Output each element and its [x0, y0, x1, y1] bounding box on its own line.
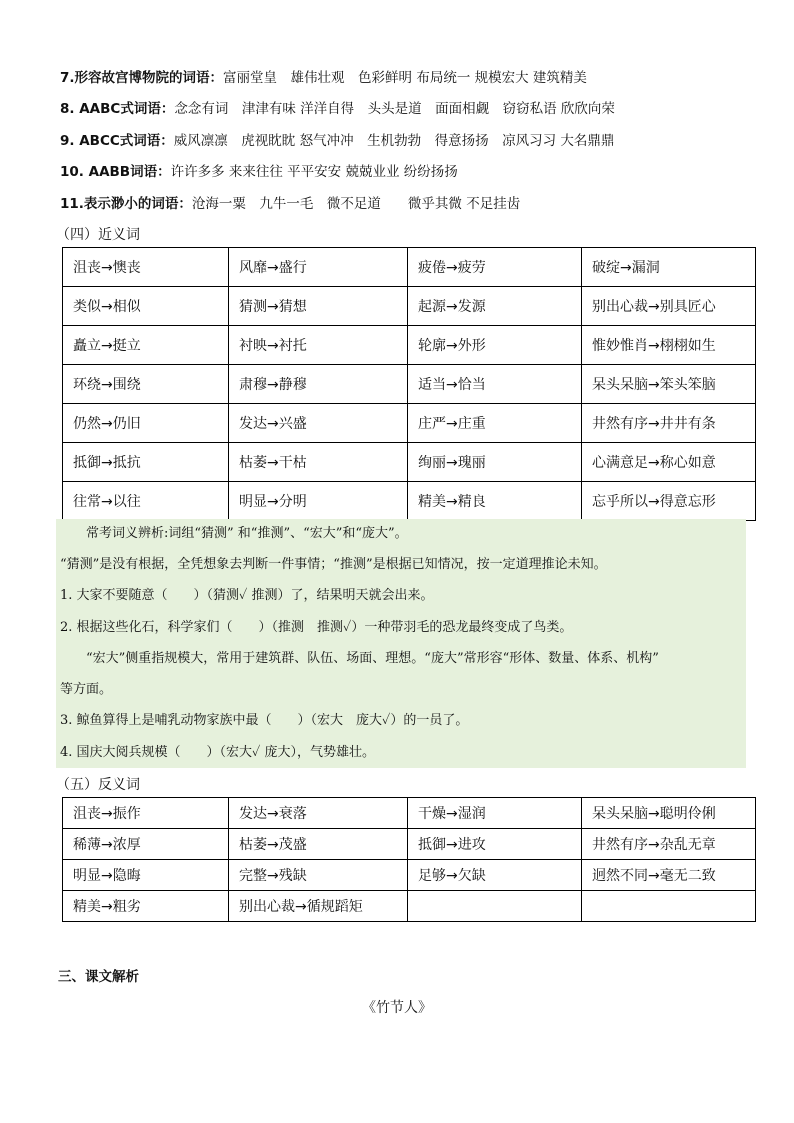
table-cell: 忘乎所以→得意忘形 [582, 482, 756, 521]
table-cell: 惟妙惟肖→栩栩如生 [582, 326, 756, 365]
table-row [63, 248, 756, 287]
note-question-2: 2. 根据这些化石，科学家们（ ）（推测 推测✓）一种带羽毛的恐龙最终变成了鸟类。 [60, 620, 573, 635]
table-row [63, 287, 756, 326]
word-line-words: 沧海一粟 九牛一毛 微不足道 微乎其微 不足挂齿 [191, 196, 521, 212]
table-cell: 井然有序→井井有条 [582, 404, 756, 443]
table-cell: 沮丧→振作 [63, 798, 229, 829]
table-cell: 庄严→庄重 [408, 404, 582, 443]
word-line-9 [60, 131, 614, 151]
table-cell [408, 891, 582, 922]
table-cell: 心满意足→称心如意 [582, 443, 756, 482]
table-cell: 呆头呆脑→笨头笨脑 [582, 365, 756, 404]
word-analysis-note [56, 519, 746, 768]
table-cell: 别出心裁→别具匠心 [582, 287, 756, 326]
table-cell: 枯萎→干枯 [229, 443, 408, 482]
word-line-label: 10. AABB词语： [60, 164, 171, 180]
table-cell: 猜测→猜想 [229, 287, 408, 326]
table-cell: 轮廓→外形 [408, 326, 582, 365]
table-cell: 足够→欠缺 [408, 860, 582, 891]
table-cell: 往常→以往 [63, 482, 229, 521]
word-line-7 [60, 68, 587, 88]
table-cell: 沮丧→懊丧 [63, 248, 229, 287]
section-heading-text-analysis: 三、课文解析 [58, 969, 139, 985]
table-cell: 明显→分明 [229, 482, 408, 521]
note-question-4: 4. 国庆大阅兵规模（ ）（宏大✓ 庞大），气势雄壮。 [60, 745, 376, 760]
table-cell: 衬映→衬托 [229, 326, 408, 365]
word-line-words: 许许多多 来来往往 平平安安 兢兢业业 纷纷扬扬 [170, 164, 458, 180]
word-line-11 [60, 194, 520, 214]
table-row [63, 482, 756, 521]
word-line-label: 11.表示渺小的词语： [60, 196, 192, 212]
word-line-words: 念念有词 津津有味 洋洋自得 头头是道 面面相觑 窃窃私语 欣欣向荣 [174, 101, 615, 117]
table-row [63, 365, 756, 404]
table-row [63, 860, 756, 891]
table-cell: 疲倦→疲劳 [408, 248, 582, 287]
table-cell: 干燥→湿润 [408, 798, 582, 829]
word-line-8 [60, 99, 615, 119]
table-cell: 类似→相似 [63, 287, 229, 326]
table-cell: 发达→兴盛 [229, 404, 408, 443]
table-cell: 破绽→漏洞 [582, 248, 756, 287]
word-line-label: 7.形容故宫博物院的词语： [60, 70, 224, 86]
table-cell: 精美→精良 [408, 482, 582, 521]
table-row [63, 326, 756, 365]
table-cell: 矗立→挺立 [63, 326, 229, 365]
table-cell: 起源→发源 [408, 287, 582, 326]
word-line-10 [60, 162, 458, 182]
note-intro: 常考词义辨析:词组“猜测” 和“推测”、“宏大”和“庞大”。 [86, 526, 408, 541]
table-row [63, 891, 756, 922]
table-cell: 环绕→围绕 [63, 365, 229, 404]
table-cell: 枯萎→茂盛 [229, 829, 408, 860]
table-cell: 绚丽→瑰丽 [408, 443, 582, 482]
table-cell: 适当→恰当 [408, 365, 582, 404]
note-explain-grand: “宏大”侧重指规模大，常用于建筑群、队伍、场面、理想。“庞大”常形容“形体、数量、体系、机构” [86, 651, 659, 666]
word-line-words: 富丽堂皇 雄伟壮观 色彩鲜明 布局统一 规模宏大 建筑精美 [223, 70, 587, 86]
table-cell: 井然有序→杂乱无章 [582, 829, 756, 860]
table-row [63, 829, 756, 860]
table-row [63, 798, 756, 829]
word-line-label: 8. AABC式词语： [60, 101, 175, 117]
synonyms-heading: （四）近义词 [56, 227, 140, 243]
note-explain-grand-cont: 等方面。 [60, 682, 113, 697]
word-line-label: 9. ABCC式词语： [60, 133, 174, 149]
lesson-title: 《竹节人》 [362, 1000, 432, 1016]
note-question-1: 1. 大家不要随意（ ）（猜测✓ 推测）了，结果明天就会出来。 [60, 588, 434, 603]
note-explain-guess: “猜测”是没有根据，全凭想象去判断一件事情；“推测”是根据已知情况，按一定道理推论未知。 [60, 557, 607, 572]
table-cell [582, 891, 756, 922]
synonyms-table [62, 247, 756, 521]
table-cell: 精美→粗劣 [63, 891, 229, 922]
table-cell: 迥然不同→毫无二致 [582, 860, 756, 891]
table-cell: 完整→残缺 [229, 860, 408, 891]
table-cell: 别出心裁→循规蹈矩 [229, 891, 408, 922]
table-cell: 发达→衰落 [229, 798, 408, 829]
table-cell: 抵御→抵抗 [63, 443, 229, 482]
table-cell: 风靡→盛行 [229, 248, 408, 287]
table-cell: 稀薄→浓厚 [63, 829, 229, 860]
table-cell: 抵御→进攻 [408, 829, 582, 860]
table-cell: 明显→隐晦 [63, 860, 229, 891]
table-cell: 肃穆→静穆 [229, 365, 408, 404]
table-row [63, 404, 756, 443]
note-question-3: 3. 鲸鱼算得上是哺乳动物家族中最（ ）（宏大 庞大✓）的一员了。 [60, 713, 469, 728]
antonyms-heading: （五）反义词 [56, 777, 140, 793]
table-cell: 呆头呆脑→聪明伶俐 [582, 798, 756, 829]
table-cell: 仍然→仍旧 [63, 404, 229, 443]
word-line-words: 威风凛凛 虎视眈眈 怒气冲冲 生机勃勃 得意扬扬 凉风习习 大名鼎鼎 [173, 133, 615, 149]
table-row [63, 443, 756, 482]
antonyms-table [62, 797, 756, 922]
